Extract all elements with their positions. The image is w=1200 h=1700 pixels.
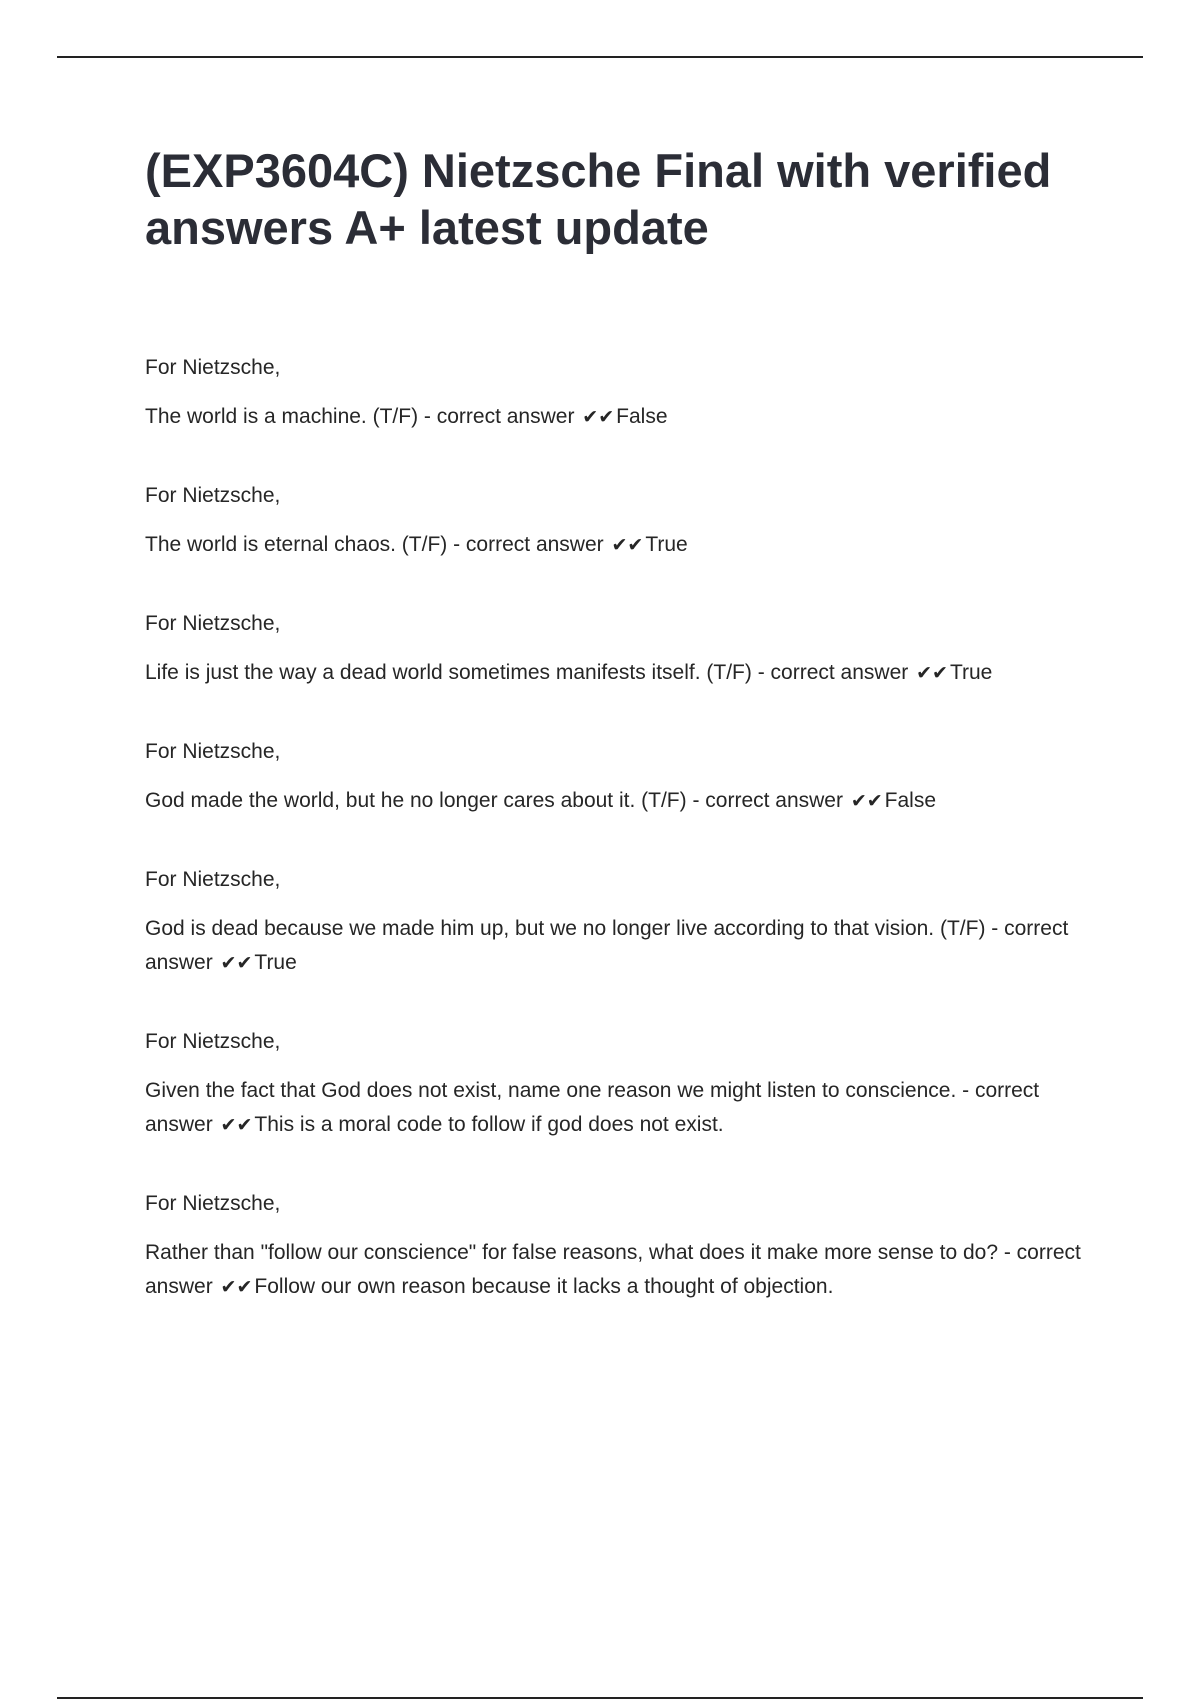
- question-text: Life is just the way a dead world sometimes manifests itself. (T/F) - correct answer: [145, 661, 909, 684]
- answer-text: Follow our own reason because it lacks a thought of objection.: [254, 1275, 834, 1298]
- check-mark-icon: ✔✔: [220, 952, 253, 974]
- qa-text: [145, 400, 1090, 434]
- question-text: Given the fact that God does not exist, name one reason we might listen to conscience. - correct answer: [145, 1079, 1040, 1136]
- check-mark-icon: ✔✔: [916, 662, 948, 684]
- check-mark-icon: ✔✔: [611, 534, 644, 556]
- top-divider: [57, 56, 1143, 58]
- qa-text: [145, 784, 1090, 818]
- qa-label: For Nietzsche,: [145, 868, 281, 891]
- question-text: Rather than "follow our conscience" for false reasons, what does it make more sense to do? - correct answer: [145, 1241, 1081, 1298]
- check-mark-icon: ✔✔: [220, 1276, 253, 1298]
- answer-text: True: [645, 533, 688, 556]
- qa-item: [145, 738, 1090, 818]
- qa-label: For Nietzsche,: [145, 356, 281, 379]
- check-mark-icon: ✔✔: [582, 406, 615, 428]
- question-text: God is dead because we made him up, but we no longer live according to that vision. (T/F) - correct answer: [145, 917, 1069, 974]
- qa-list: [145, 354, 1090, 1304]
- bottom-divider: [57, 1697, 1143, 1699]
- qa-text: [145, 528, 1090, 562]
- question-text: The world is a machine. (T/F) - correct answer: [145, 405, 575, 428]
- qa-label: For Nietzsche,: [145, 1030, 281, 1053]
- answer-text: True: [254, 951, 297, 974]
- qa-label: For Nietzsche,: [145, 612, 281, 635]
- qa-label: For Nietzsche,: [145, 1192, 281, 1215]
- answer-text: False: [616, 405, 668, 428]
- qa-label: For Nietzsche,: [145, 740, 281, 763]
- check-mark-icon: ✔✔: [850, 790, 883, 812]
- qa-item: [145, 1190, 1090, 1304]
- qa-text: [145, 1074, 1090, 1142]
- qa-item: [145, 866, 1090, 980]
- document-body: [145, 142, 1090, 1352]
- question-text: God made the world, but he no longer cares about it. (T/F) - correct answer: [145, 789, 843, 812]
- qa-label: For Nietzsche,: [145, 484, 281, 507]
- qa-item: [145, 482, 1090, 562]
- qa-text: [145, 656, 1090, 690]
- qa-item: [145, 1028, 1090, 1142]
- qa-text: [145, 1236, 1090, 1304]
- question-text: The world is eternal chaos. (T/F) - correct answer: [145, 533, 604, 556]
- qa-item: [145, 354, 1090, 434]
- page-title: (EXP3604C) Nietzsche Final with verified answers A+ latest update: [145, 144, 1052, 254]
- check-mark-icon: ✔✔: [220, 1114, 253, 1136]
- answer-text: False: [884, 789, 937, 812]
- answer-text: This is a moral code to follow if god does not exist.: [254, 1113, 724, 1136]
- qa-item: [145, 610, 1090, 690]
- qa-text: [145, 912, 1090, 980]
- answer-text: True: [949, 661, 993, 684]
